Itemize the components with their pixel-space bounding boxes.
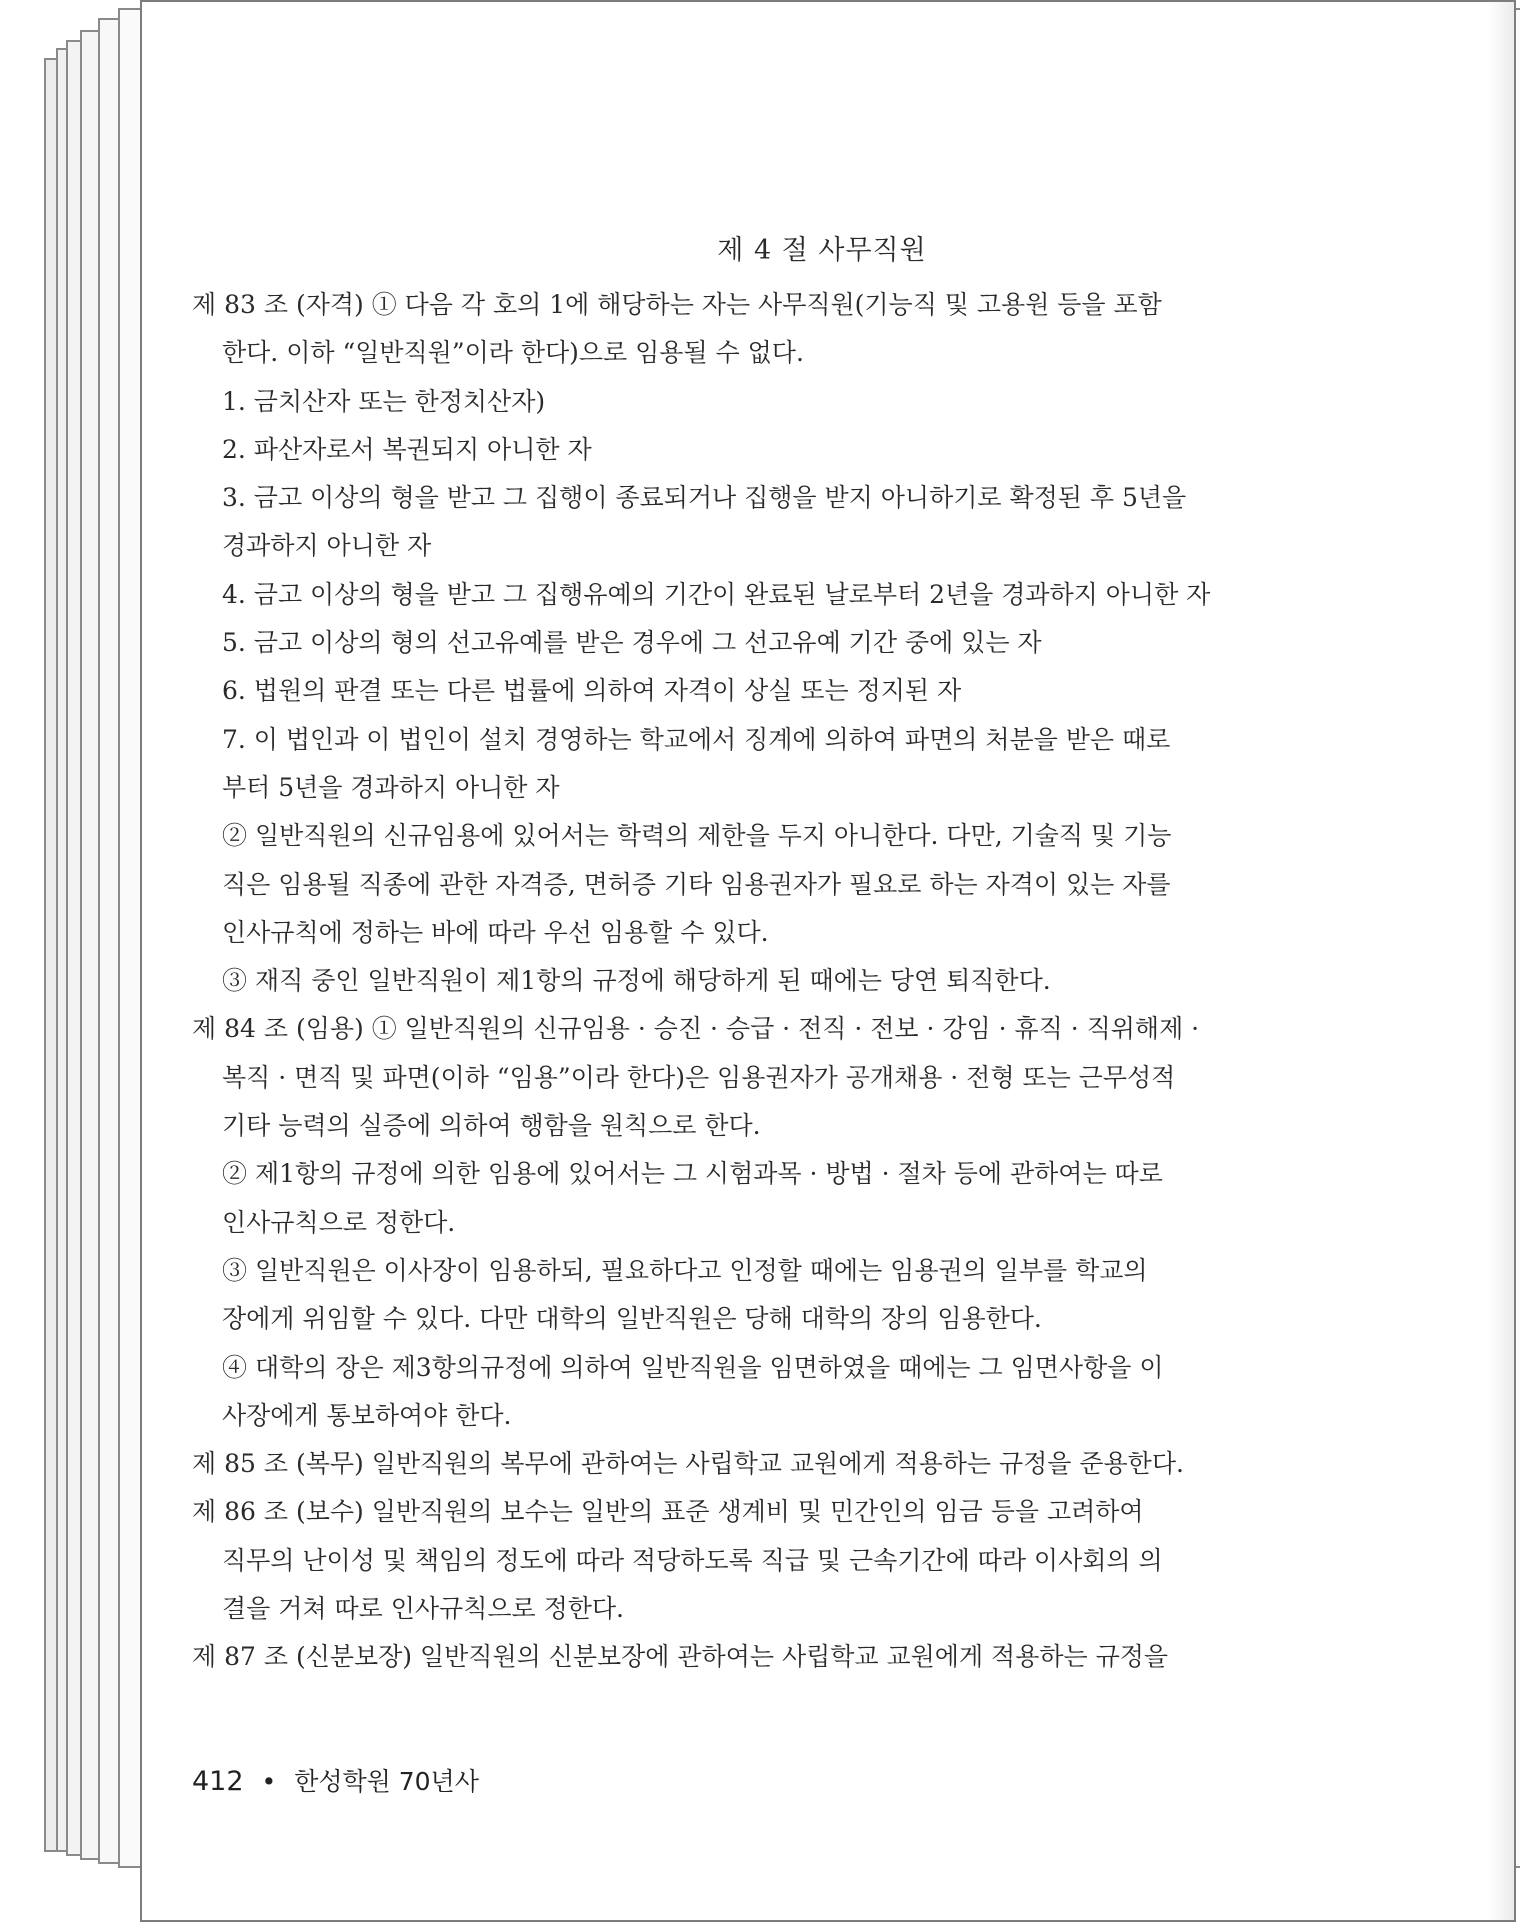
text-line: ② 일반직원의 신규임용에 있어서는 학력의 제한을 두지 아니한다. 다만, 기술직 및 기능 — [222, 821, 1172, 851]
body-text — [192, 281, 1332, 1682]
section-title: 제 4 절 사무직원 — [717, 235, 927, 266]
text-line: ② 제1항의 규정에 의한 임용에 있어서는 그 시험과목 · 방법 · 절차 등에 관하여는 따로 — [222, 1159, 1163, 1189]
page-number: 412 — [192, 1766, 244, 1797]
text-line: 장에게 위임할 수 있다. 다만 대학의 일반직원은 당해 대학의 장의 임용한다. — [222, 1304, 1042, 1334]
text-line: 인사규칙으로 정한다. — [222, 1207, 456, 1237]
text-line: 7. 이 법인과 이 법인이 설치 경영하는 학교에서 징계에 의하여 파면의 처분을 받은 때로 — [222, 724, 1171, 754]
page-footer — [192, 1762, 479, 1798]
text-line: 5. 금고 이상의 형의 선고유예를 받은 경우에 그 선고유예 기간 중에 있는 자 — [222, 628, 1042, 658]
text-line: 사장에게 통보하여야 한다. — [222, 1400, 512, 1430]
text-line: 복직 · 면직 및 파면(이하 “임용”이라 한다)은 임용권자가 공개채용 · 전형 또는 근무성적 — [222, 1062, 1176, 1092]
text-line: 직무의 난이성 및 책임의 정도에 따라 적당하도록 직급 및 근속기간에 따라 이사회의 의 — [222, 1545, 1163, 1575]
text-line: 제 87 조 (신분보장) 일반직원의 신분보장에 관하여는 사립학교 교원에게 적용하는 규정을 — [192, 1642, 1169, 1672]
text-line: ③ 재직 중인 일반직원이 제1항의 규정에 해당하게 된 때에는 당연 퇴직한다. — [222, 966, 1051, 996]
text-line: 3. 금고 이상의 형을 받고 그 집행이 종료되거나 집행을 받지 아니하기로 확정된 후 5년을 — [222, 483, 1187, 513]
text-line: 한다. 이하 “일반직원”이라 한다)으로 임용될 수 없다. — [222, 338, 804, 368]
text-line: 부터 5년을 경과하지 아니한 자 — [222, 772, 560, 802]
text-line: ④ 대학의 장은 제3항의규정에 의하여 일반직원을 임면하였을 때에는 그 임면사항을 이 — [222, 1352, 1164, 1382]
page-content — [192, 228, 1332, 1682]
text-line: 결을 거쳐 따로 인사규칙으로 정한다. — [222, 1594, 624, 1624]
text-line: 4. 금고 이상의 형을 받고 그 집행유예의 기간이 완료된 날로부터 2년을 경과하지 아니한 자 — [222, 579, 1211, 609]
book-title: 한성학원 70년사 — [294, 1767, 479, 1796]
text-line: 6. 법원의 판결 또는 다른 법률에 의하여 자격이 상실 또는 정지된 자 — [222, 676, 962, 706]
text-line: 제 85 조 (복무) 일반직원의 복무에 관하여는 사립학교 교원에게 적용하는 규정을 준용한다. — [192, 1449, 1184, 1479]
text-line: 제 84 조 (임용) ① 일반직원의 신규임용 · 승진 · 승급 · 전직 · 전보 · 강임 · 휴직 · 직위해제 · — [192, 1014, 1200, 1044]
text-line: 제 86 조 (보수) 일반직원의 보수는 일반의 표준 생계비 및 민간인의 임금 등을 고려하여 — [192, 1497, 1144, 1527]
text-line: 직은 임용될 직종에 관한 자격증, 면허증 기타 임용권자가 필요로 하는 자격이 있는 자를 — [222, 869, 1171, 899]
text-line: 2. 파산자로서 복권되지 아니한 자 — [222, 434, 592, 464]
text-line: 경과하지 아니한 자 — [222, 531, 432, 561]
text-line: ③ 일반직원은 이사장이 임용하되, 필요하다고 인정할 때에는 임용권의 일부를 학교의 — [222, 1255, 1148, 1285]
text-line: 1. 금치산자 또는 한정치산자) — [222, 386, 546, 416]
text-line: 인사규칙에 정하는 바에 따라 우선 임용할 수 있다. — [222, 917, 769, 947]
text-line: 기타 능력의 실증에 의하여 행함을 원칙으로 한다. — [222, 1111, 761, 1141]
text-line: 제 83 조 (자격) ① 다음 각 호의 1에 해당하는 자는 사무직원(기능직 및 고용원 등을 포함 — [192, 290, 1162, 319]
page-shadow — [1488, 2, 1514, 1920]
footer-bullet: • — [261, 1767, 277, 1796]
